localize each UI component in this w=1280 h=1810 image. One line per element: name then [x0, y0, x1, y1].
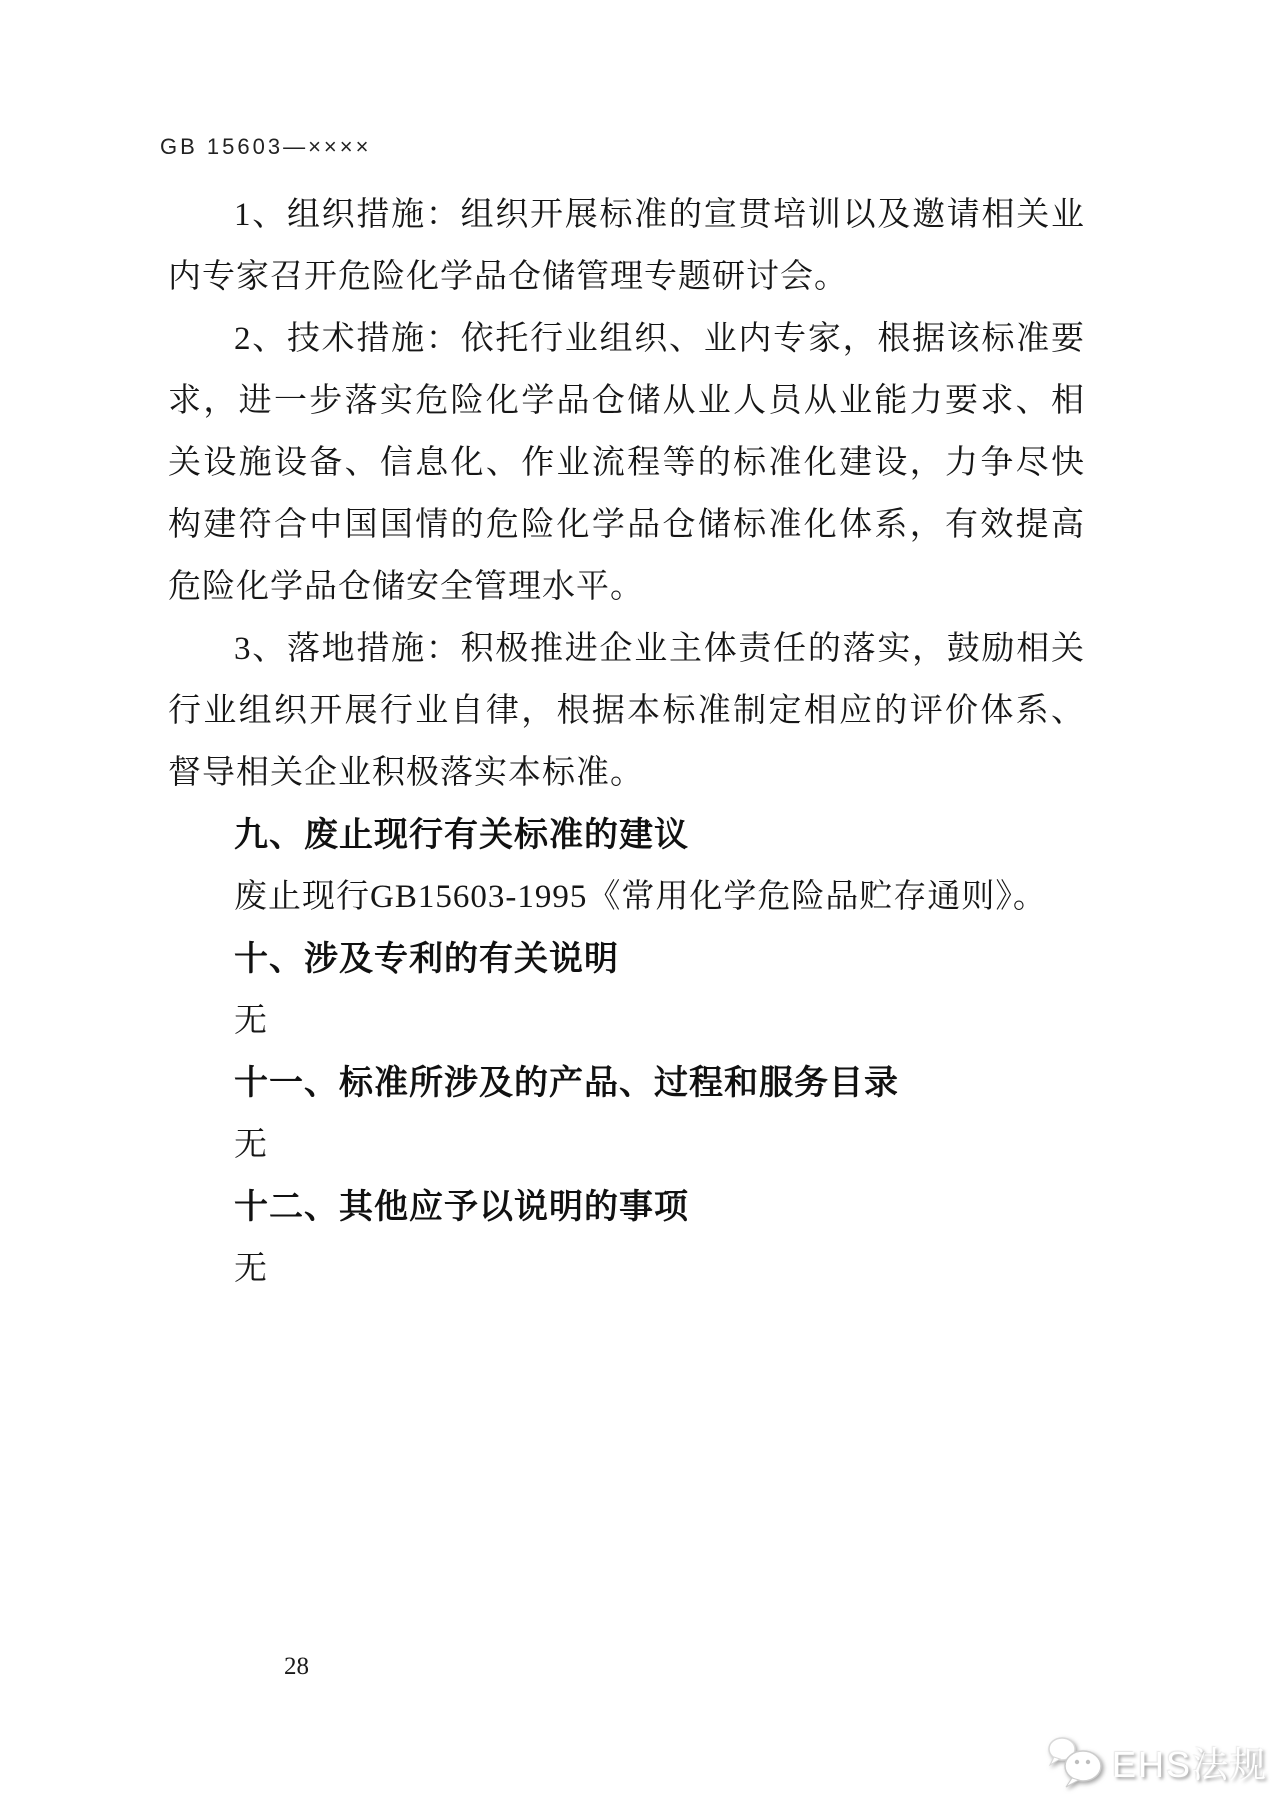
standard-code-header: GB 15603—××××	[160, 134, 372, 159]
none-value-12: 无	[234, 1251, 267, 1287]
paragraph-organizational-measures: 1、组织措施：组织开展标准的宣贯培训以及邀请相关业内专家召开危险化学品仓储管理专题研讨会。	[168, 197, 1085, 295]
section-heading-11: 十一、标准所涉及的产品、过程和服务目录	[234, 1064, 899, 1102]
watermark-label: EHS法规	[1111, 1743, 1268, 1785]
none-value-10: 无	[234, 1003, 267, 1039]
wechat-icon	[1046, 1734, 1108, 1790]
watermark	[1046, 1734, 1268, 1790]
none-value-11: 无	[234, 1127, 267, 1163]
section-heading-10: 十、涉及专利的有关说明	[234, 940, 619, 978]
paragraph-technical-measures: 2、技术措施：依托行业组织、业内专家，根据该标准要求，进一步落实危险化学品仓储从业人员从业能力要求、相关设施设备、信息化、作业流程等的标准化建设，力争尽快构建符合中国国情的危险化学品仓储标准化体系，有效提高危险化学品仓储安全管理水平。	[168, 321, 1085, 605]
section-heading-12: 十二、其他应予以说明的事项	[234, 1188, 689, 1226]
page-number: 28	[284, 1653, 309, 1680]
section-heading-9: 九、废止现行有关标准的建议	[234, 816, 689, 854]
paragraph-abolish-standard: 废止现行GB15603-1995《常用化学危险品贮存通则》。	[234, 879, 1047, 915]
document-body	[168, 184, 1085, 1300]
paragraph-implementation-measures: 3、落地措施：积极推进企业主体责任的落实，鼓励相关行业组织开展行业自律，根据本标准制定相应的评价体系、督导相关企业积极落实本标准。	[168, 631, 1085, 791]
